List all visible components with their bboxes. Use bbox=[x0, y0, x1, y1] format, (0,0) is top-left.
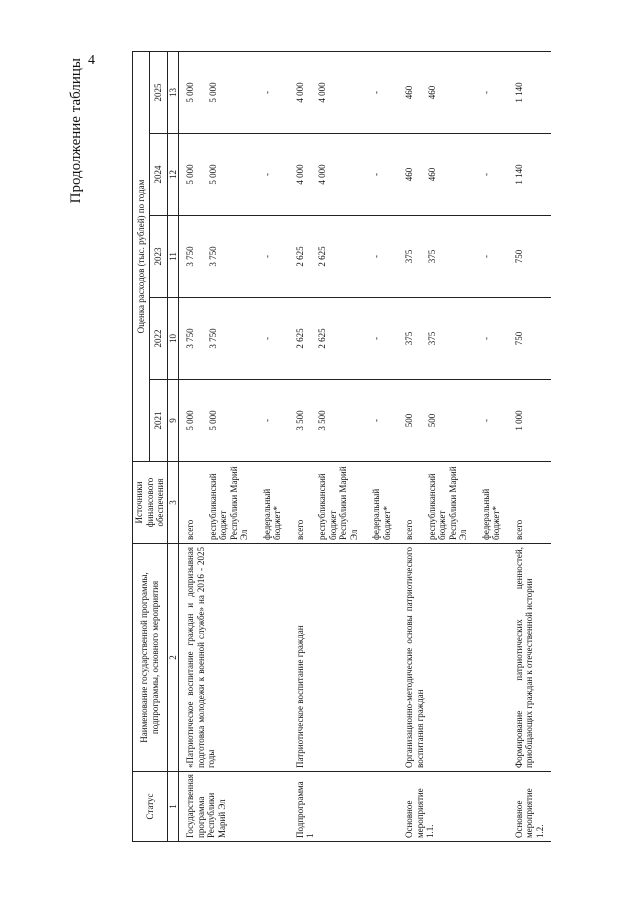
value-cell: 4 000 bbox=[289, 51, 312, 133]
value-cell: 2 625 bbox=[311, 298, 365, 380]
value-cell: - bbox=[256, 298, 289, 380]
value-cell: 4 000 bbox=[311, 51, 365, 133]
value-cell: 375 bbox=[421, 216, 475, 298]
source-label: республиканский бюджет Республики Марий Эл bbox=[421, 462, 475, 544]
value-cell: - bbox=[365, 51, 398, 133]
expenditure-table bbox=[132, 51, 551, 842]
value-cell: - bbox=[475, 380, 508, 462]
table-row bbox=[508, 51, 552, 841]
value-cell: 460 bbox=[398, 134, 421, 216]
table-row bbox=[179, 51, 202, 841]
value-cell: 4 000 bbox=[289, 134, 312, 216]
value-cell: 3 750 bbox=[202, 298, 256, 380]
column-number: 12 bbox=[167, 134, 179, 216]
table-caption: Продолжение таблицы bbox=[68, 58, 84, 204]
value-cell: 3 500 bbox=[289, 380, 312, 462]
column-number: 13 bbox=[167, 51, 179, 133]
value-cell: 375 bbox=[421, 298, 475, 380]
source-label: всего bbox=[179, 462, 202, 544]
table-row bbox=[289, 51, 312, 841]
value-cell: - bbox=[256, 51, 289, 133]
source-label: федеральный бюджет* bbox=[475, 462, 508, 544]
value-cell: - bbox=[256, 134, 289, 216]
value-cell: - bbox=[365, 380, 398, 462]
header-estimate: Оценка расходов (тыс. рублей) по годам bbox=[133, 51, 150, 461]
value-cell: - bbox=[256, 380, 289, 462]
header-year: 2022 bbox=[150, 298, 167, 380]
value-cell: 1 140 bbox=[508, 134, 552, 216]
column-number: 1 bbox=[167, 772, 179, 842]
value-cell: 2 625 bbox=[311, 216, 365, 298]
value-cell: 375 bbox=[398, 298, 421, 380]
value-cell: - bbox=[365, 216, 398, 298]
header-source: Источники финансового обеспечения bbox=[133, 462, 168, 544]
header-year: 2023 bbox=[150, 216, 167, 298]
value-cell: - bbox=[365, 298, 398, 380]
column-number: 9 bbox=[167, 380, 179, 462]
row-name: Формирование патриотических ценностей, приобщающих граждан к отечественной истории bbox=[508, 544, 552, 772]
source-label: всего bbox=[508, 462, 552, 544]
value-cell: 750 bbox=[508, 298, 552, 380]
column-number: 11 bbox=[167, 216, 179, 298]
value-cell: 5 000 bbox=[179, 380, 202, 462]
value-cell: 500 bbox=[398, 380, 421, 462]
value-cell: 3 750 bbox=[202, 216, 256, 298]
value-cell: 2 625 bbox=[289, 298, 312, 380]
value-cell: 500 bbox=[421, 380, 475, 462]
row-name: Патриотическое воспитание граждан bbox=[289, 544, 399, 772]
row-status: Подпрограмма 1 bbox=[289, 772, 399, 842]
value-cell: 375 bbox=[398, 216, 421, 298]
page-number: 4 bbox=[88, 53, 95, 68]
value-cell: 5 000 bbox=[202, 51, 256, 133]
value-cell: 3 750 bbox=[179, 216, 202, 298]
value-cell: 5 000 bbox=[179, 51, 202, 133]
source-label: республиканский бюджет Республики Марий Эл bbox=[202, 462, 256, 544]
value-cell: 3 750 bbox=[179, 298, 202, 380]
rotated-table-area bbox=[68, 52, 602, 842]
column-number: 3 bbox=[167, 462, 179, 544]
column-number: 10 bbox=[167, 298, 179, 380]
row-status: Государственная программа Республики Марий Эл bbox=[179, 772, 289, 842]
value-cell: 1 140 bbox=[508, 51, 552, 133]
value-cell: - bbox=[365, 134, 398, 216]
header-year: 2024 bbox=[150, 134, 167, 216]
row-status: Основное мероприятие 1.2. bbox=[508, 772, 552, 842]
source-label: федеральный бюджет* bbox=[256, 462, 289, 544]
value-cell: - bbox=[475, 51, 508, 133]
value-cell: 4 000 bbox=[311, 134, 365, 216]
value-cell: 5 000 bbox=[202, 134, 256, 216]
value-cell: 5 000 bbox=[202, 380, 256, 462]
value-cell: 460 bbox=[421, 51, 475, 133]
value-cell: 2 625 bbox=[289, 216, 312, 298]
row-status: Основное мероприятие 1.1. bbox=[398, 772, 508, 842]
source-label: всего bbox=[398, 462, 421, 544]
value-cell: 750 bbox=[508, 216, 552, 298]
row-name: Организационно-методические основы патриотического воспитания граждан bbox=[398, 544, 508, 772]
value-cell: 1 000 bbox=[508, 380, 552, 462]
value-cell: 5 000 bbox=[179, 134, 202, 216]
value-cell: - bbox=[475, 216, 508, 298]
row-name: «Патриотическое воспитание граждан и допризывная подготовка молодежи к военной службе» на 2016 - 2025 годы bbox=[179, 544, 289, 772]
value-cell: 460 bbox=[421, 134, 475, 216]
value-cell: 3 500 bbox=[311, 380, 365, 462]
value-cell: 460 bbox=[398, 51, 421, 133]
header-name: Наименование государственной программы, подпрограммы, основного мероприятия bbox=[133, 544, 168, 772]
header-year: 2021 bbox=[150, 380, 167, 462]
header-status: Статус bbox=[133, 772, 168, 842]
source-label: республиканский бюджет Республики Марий Эл bbox=[311, 462, 365, 544]
value-cell: - bbox=[475, 298, 508, 380]
source-label: федеральный бюджет* bbox=[365, 462, 398, 544]
table-row bbox=[398, 51, 421, 841]
column-number: 2 bbox=[167, 544, 179, 772]
source-label: всего bbox=[289, 462, 312, 544]
value-cell: - bbox=[475, 134, 508, 216]
header-year: 2025 bbox=[150, 51, 167, 133]
value-cell: - bbox=[256, 216, 289, 298]
